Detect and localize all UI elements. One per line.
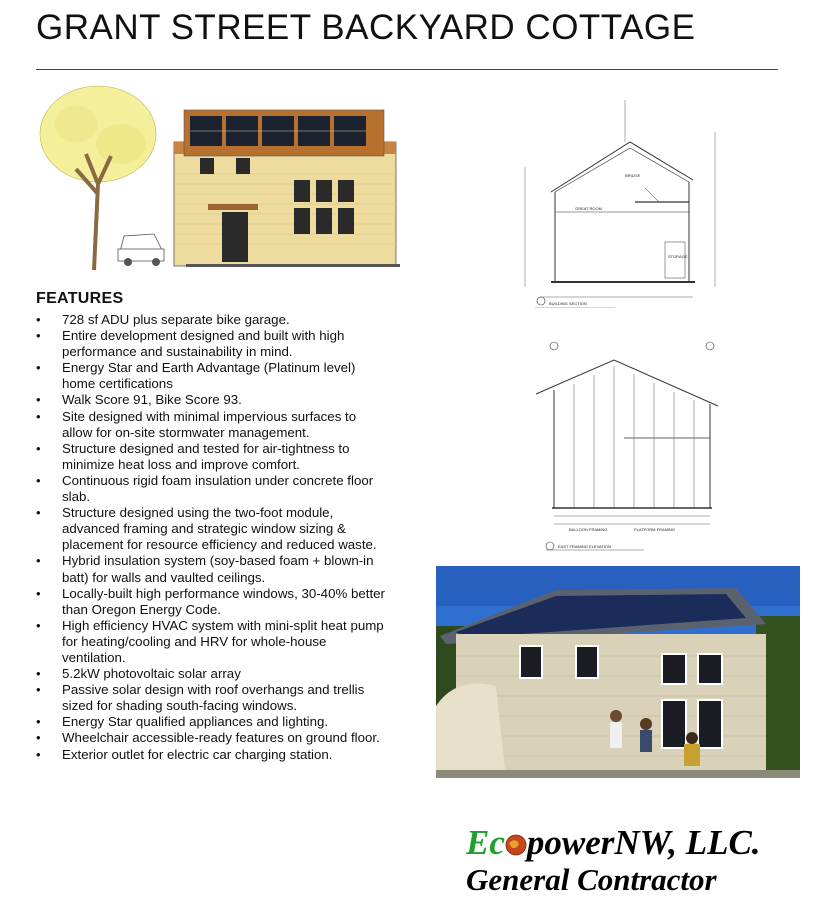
features-heading: FEATURES bbox=[36, 290, 124, 307]
company-tagline: General Contractor bbox=[466, 862, 717, 897]
section-room-label: GREAT ROOM bbox=[575, 206, 602, 211]
cottage-photo bbox=[436, 566, 800, 778]
feature-item: • Structure designed and tested for air-tightness to minimize heat loss and improve comfort. bbox=[36, 441, 386, 473]
feature-item: • Entire development designed and built with high performance and sustainability in mind. bbox=[36, 328, 386, 360]
feature-item: • Hybrid insulation system (soy-based foam + blown-in batt) for walls and vaulted ceilings. bbox=[36, 553, 386, 585]
car-illustration bbox=[118, 234, 164, 266]
feature-item: • Locally-built high performance windows, 30-40% better than Oregon Energy Code. bbox=[36, 586, 386, 618]
feature-item: • Walk Score 91, Bike Score 93. bbox=[36, 392, 386, 408]
feature-item: • Site designed with minimal impervious surfaces to allow for on-site stormwater management. bbox=[36, 409, 386, 441]
cottage-rendering bbox=[36, 84, 408, 274]
features-list bbox=[36, 312, 386, 763]
feature-item: • High efficiency HVAC system with mini-split heat pump for heating/cooling and HRV for whole-house ventilation. bbox=[36, 618, 386, 666]
section-room-label: BRIDGE bbox=[625, 173, 641, 178]
framing-span-label: PLATFORM FRAMING bbox=[634, 527, 676, 532]
feature-item: • 5.2kW photovoltaic solar array bbox=[36, 666, 386, 682]
feature-item: • Continuous rigid foam insulation under concrete floor slab. bbox=[36, 473, 386, 505]
framing-elevation-drawing bbox=[514, 338, 746, 554]
framing-drawing-label: EAST FRAMING ELEVATION bbox=[558, 544, 611, 549]
company-name-rest: powerNW, LLC. bbox=[526, 823, 761, 862]
framing-span-label: BALLOON FRAMING bbox=[569, 527, 608, 532]
feature-item: • Energy Star and Earth Advantage (Platinum level) home certifications bbox=[36, 360, 386, 392]
feature-item: • Passive solar design with roof overhangs and trellis sized for shading south-facing windows. bbox=[36, 682, 386, 714]
globe-icon bbox=[505, 834, 527, 856]
company-name bbox=[466, 824, 806, 862]
house-illustration bbox=[174, 110, 400, 267]
feature-item: • Structure designed using the two-foot module, advanced framing and strategic window sizing & placement for resource efficiency and reduced waste. bbox=[36, 505, 386, 553]
page-title: GRANT STREET BACKYARD COTTAGE bbox=[36, 8, 696, 47]
company-logo bbox=[466, 824, 806, 898]
company-name-prefix: Ec bbox=[466, 823, 505, 862]
feature-item: • 728 sf ADU plus separate bike garage. bbox=[36, 312, 386, 328]
feature-item: • Energy Star qualified appliances and lighting. bbox=[36, 714, 386, 730]
section-drawing-label: BUILDING SECTION bbox=[549, 301, 587, 306]
feature-item: • Wheelchair accessible-ready features on ground floor. bbox=[36, 730, 386, 746]
title-divider bbox=[36, 69, 778, 70]
feature-item: • Exterior outlet for electric car charging station. bbox=[36, 747, 386, 763]
building-section-drawing bbox=[465, 92, 745, 308]
section-room-label: STORAGE bbox=[668, 254, 688, 259]
